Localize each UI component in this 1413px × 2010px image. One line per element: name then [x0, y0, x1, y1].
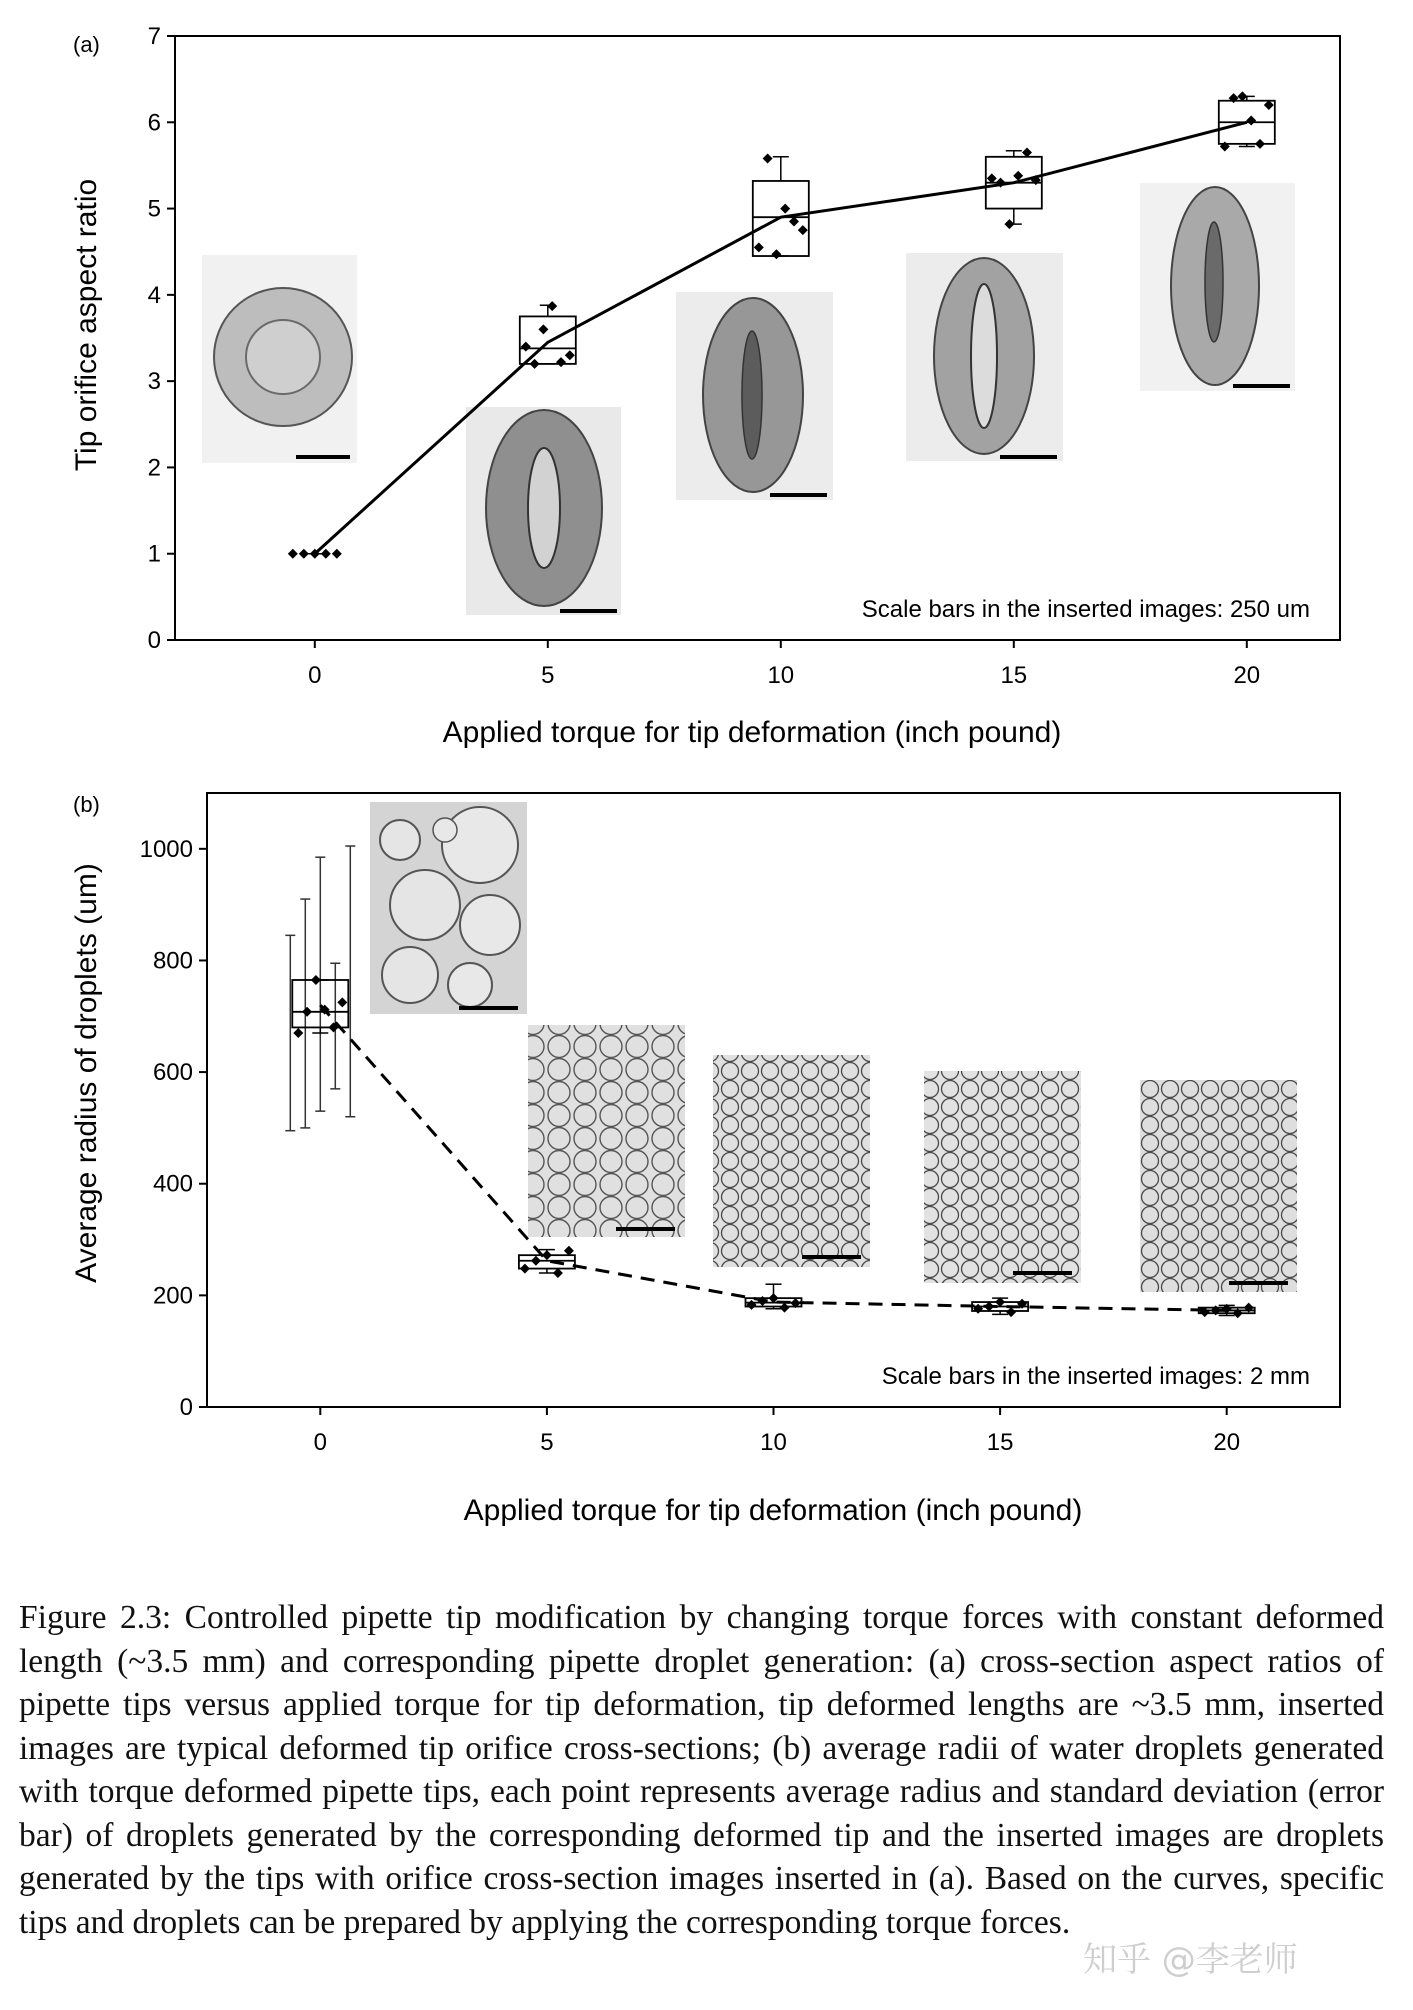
x-tick-label: 5 — [540, 1429, 554, 1456]
y-tick-label: 7 — [147, 23, 161, 50]
inset-orifice-20 — [1140, 183, 1295, 391]
data-point — [538, 324, 548, 334]
panel-b-ylabel: Average radius of droplets (um) — [70, 863, 103, 1283]
panel-a-inset-images — [202, 183, 1295, 615]
data-point — [565, 350, 575, 360]
data-point — [299, 549, 309, 559]
y-tick-label: 1000 — [139, 835, 193, 863]
x-tick-label: 10 — [767, 662, 795, 689]
data-point — [553, 1268, 563, 1278]
inset-orifice-10 — [676, 292, 833, 500]
panel-b-xlabel: Applied torque for tip deformation (inch pound) — [463, 1494, 1083, 1527]
data-point — [1246, 116, 1256, 126]
data-point — [798, 225, 808, 235]
y-tick-label: 600 — [152, 1059, 193, 1087]
data-point — [754, 242, 764, 252]
data-point — [1004, 219, 1014, 229]
data-point — [1006, 1307, 1016, 1317]
y-tick-label: 2 — [147, 454, 161, 482]
data-point — [1229, 93, 1239, 103]
panel-b-annotation: Scale bars in the inserted images: 2 mm — [881, 1363, 1310, 1390]
x-tick-label: 5 — [541, 662, 555, 689]
data-point — [547, 301, 557, 311]
y-tick-label: 3 — [147, 368, 161, 396]
y-tick-label: 6 — [147, 109, 161, 137]
figure-caption: Figure 2.3: Controlled pipette tip modification by changing torque forces with constant deformed length (~3.5 mm) and corresponding pipette droplet generation: (a) cross-section aspect ratios of pipette tips versus applied torque for tip deformation, tip deformed lengths are ~3.5 mm, inserted images are typical deformed tip orifice cross-sections; (b) average radii of water droplets generated with torque deformed pipette tips, each point represents average radius and standard deviation (error bar) of droplets generated by the corresponding deformed tip and the inserted images are droplets generated by the tips with orifice cross-section images inserted in (a). Based on the curves, specific tips and droplets can be prepared by applying the corresponding torque forces. — [19, 1599, 1384, 1941]
y-tick-label: 0 — [179, 1394, 193, 1421]
y-tick-label: 400 — [152, 1170, 193, 1198]
data-point — [556, 357, 566, 367]
x-tick-label: 20 — [1213, 1429, 1241, 1456]
data-point — [973, 1304, 983, 1314]
x-tick-label: 20 — [1233, 662, 1261, 689]
inset-droplets-0 — [370, 802, 527, 1014]
data-point — [1255, 139, 1265, 149]
data-point — [780, 1303, 790, 1313]
x-tick-label: 0 — [313, 1429, 327, 1456]
inset-droplets-15 — [924, 1071, 1081, 1283]
panel-a — [70, 23, 1340, 749]
data-point — [288, 549, 298, 559]
x-tick-label: 10 — [760, 1429, 787, 1456]
x-tick-label: 0 — [308, 662, 322, 689]
panel-b-label: (b) — [73, 792, 100, 817]
data-point — [521, 342, 531, 352]
y-tick-label: 0 — [147, 627, 161, 654]
data-point — [332, 549, 342, 559]
data-point — [1220, 141, 1230, 151]
inset-droplets-10 — [713, 1055, 870, 1267]
data-point — [530, 359, 540, 369]
data-point — [763, 154, 773, 164]
y-tick-label: 1 — [147, 540, 161, 568]
inset-orifice-5 — [466, 407, 621, 615]
data-point — [293, 1028, 303, 1038]
watermark-text: 知乎 @李老师 — [1083, 1940, 1298, 1980]
data-point — [520, 1264, 530, 1274]
y-tick-label: 4 — [147, 281, 161, 309]
data-point — [771, 249, 781, 259]
panel-a-label: (a) — [73, 32, 100, 57]
data-point — [564, 1246, 574, 1256]
inset-orifice-0 — [202, 255, 357, 463]
inset-droplets-20 — [1140, 1080, 1297, 1292]
data-point — [337, 997, 347, 1007]
x-tick-label: 15 — [1000, 662, 1028, 689]
panel-a-xlabel: Applied torque for tip deformation (inch pound) — [442, 716, 1062, 749]
data-point — [311, 975, 321, 985]
data-point — [321, 549, 331, 559]
data-point — [531, 1256, 541, 1266]
inset-droplets-5 — [528, 1025, 685, 1237]
y-tick-label: 5 — [147, 195, 161, 223]
panel-a-ylabel: Tip orifice aspect ratio — [70, 178, 103, 472]
data-point — [780, 204, 790, 214]
panel-b — [70, 792, 1340, 1527]
y-tick-label: 200 — [152, 1282, 193, 1310]
data-point — [302, 1007, 312, 1017]
y-tick-label: 800 — [152, 947, 193, 975]
panel-a-annotation: Scale bars in the inserted images: 250 um — [861, 596, 1310, 623]
x-tick-label: 15 — [986, 1429, 1014, 1456]
data-point — [747, 1300, 757, 1310]
inset-orifice-15 — [906, 253, 1063, 461]
